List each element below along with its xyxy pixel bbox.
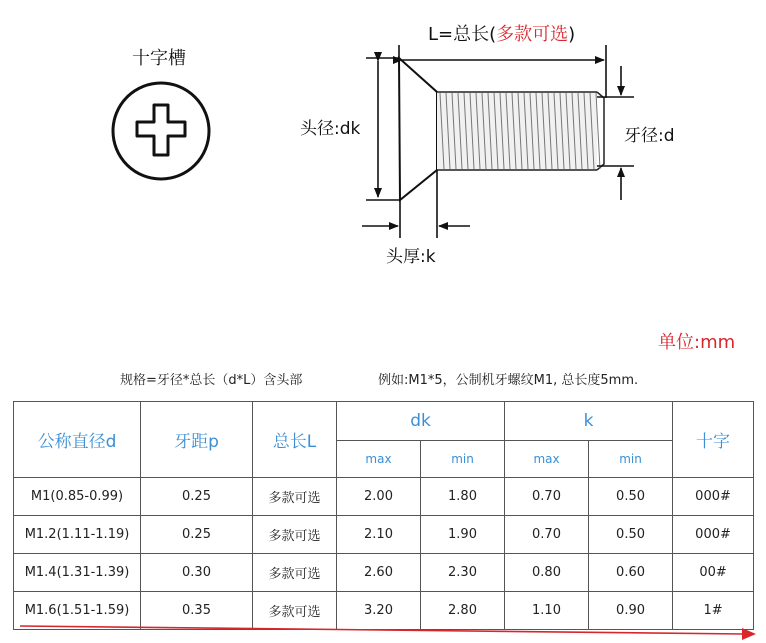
screw-side-view [399, 58, 604, 200]
cell-size: M1.6(1.51-1.59) [14, 592, 141, 630]
unit-label: 单位:mm [658, 332, 736, 353]
thread-diameter-label: 牙径:d [624, 126, 675, 146]
cell-dk-max: 2.10 [337, 516, 421, 554]
header-cross: 十字 [673, 402, 754, 478]
cell-cross: 000# [673, 478, 754, 516]
example-note: 例如:M1*5，公制机牙螺纹M1, 总长度5mm. [378, 373, 639, 388]
head-thickness-label: 头厚:k [386, 247, 436, 267]
head-diameter-label: 头径:dk [300, 119, 361, 139]
header-nominal: 公称直径d [14, 402, 141, 478]
cell-dk-min: 2.30 [421, 554, 505, 592]
table-row [14, 478, 754, 516]
table-row [14, 592, 754, 630]
header-k-max: max [505, 441, 589, 478]
header-pitch: 牙距p [141, 402, 253, 478]
cell-k-max: 0.70 [505, 516, 589, 554]
cell-pitch: 0.25 [141, 478, 253, 516]
total-length-label: L=总长(多款可选) [428, 24, 576, 45]
cell-k-max: 1.10 [505, 592, 589, 630]
header-length: 总长L [253, 402, 337, 478]
cell-dk-min: 1.80 [421, 478, 505, 516]
cell-dk-max: 3.20 [337, 592, 421, 630]
cell-length: 多款可选 [253, 516, 337, 554]
cell-size: M1.4(1.31-1.39) [14, 554, 141, 592]
cell-size: M1.2(1.11-1.19) [14, 516, 141, 554]
cell-dk-min: 1.90 [421, 516, 505, 554]
header-dk-min: min [421, 441, 505, 478]
header-dk: dk [337, 402, 505, 441]
cell-k-max: 0.70 [505, 478, 589, 516]
table-row [14, 516, 754, 554]
cell-dk-max: 2.60 [337, 554, 421, 592]
spec-note: 规格=牙径*总长（d*L）含头部 [120, 373, 303, 388]
cross-slot-head-icon [113, 83, 209, 179]
cell-cross: 1# [673, 592, 754, 630]
table-row [14, 554, 754, 592]
cell-cross: 000# [673, 516, 754, 554]
header-dk-max: max [337, 441, 421, 478]
cell-length: 多款可选 [253, 592, 337, 630]
cell-k-min: 0.50 [589, 516, 673, 554]
cell-k-min: 0.60 [589, 554, 673, 592]
cell-k-min: 0.50 [589, 478, 673, 516]
cell-pitch: 0.30 [141, 554, 253, 592]
cell-dk-min: 2.80 [421, 592, 505, 630]
spec-table [13, 401, 754, 630]
cell-k-max: 0.80 [505, 554, 589, 592]
header-k: k [505, 402, 673, 441]
cell-k-min: 0.90 [589, 592, 673, 630]
cell-pitch: 0.35 [141, 592, 253, 630]
cell-size: M1(0.85-0.99) [14, 478, 141, 516]
cell-dk-max: 2.00 [337, 478, 421, 516]
cell-length: 多款可选 [253, 478, 337, 516]
cell-length: 多款可选 [253, 554, 337, 592]
cell-pitch: 0.25 [141, 516, 253, 554]
header-k-min: min [589, 441, 673, 478]
cell-cross: 00# [673, 554, 754, 592]
cross-slot-label: 十字槽 [132, 48, 186, 69]
